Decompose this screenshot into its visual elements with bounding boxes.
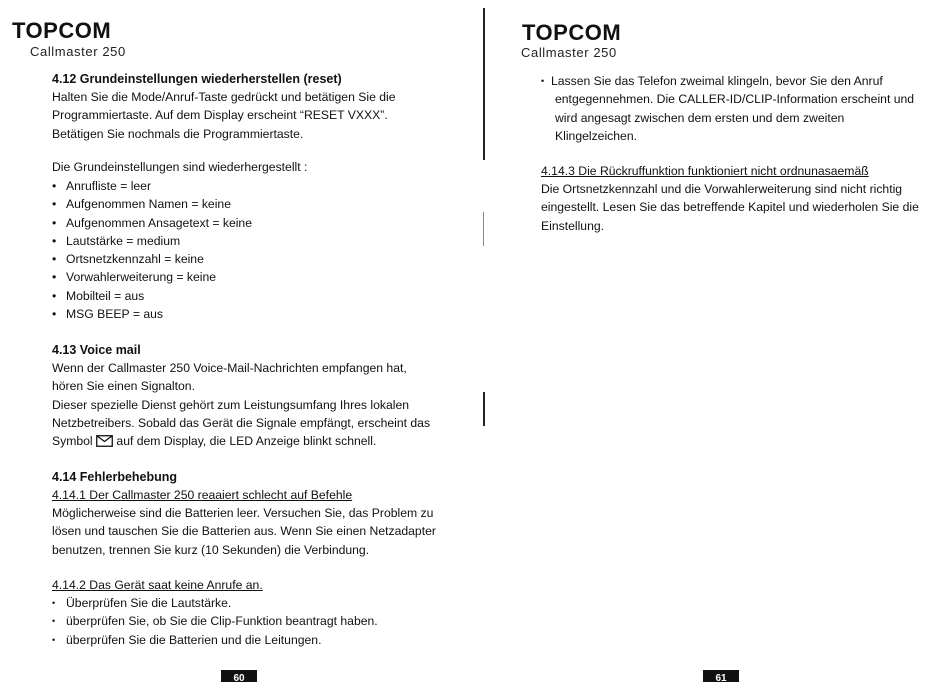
model-name: Callmaster 250 <box>521 45 617 60</box>
right-page <box>495 0 935 692</box>
reset-defaults-list <box>52 177 252 323</box>
paragraph-line: entgegennehmen. Die CALLER-ID/CLIP-Information erscheint und <box>555 92 915 107</box>
list-item: • Anrufliste = leer <box>52 177 252 195</box>
gutter-line <box>483 392 485 426</box>
gutter-line <box>483 212 484 246</box>
paragraph-line: lösen und tauschen Sie die Batterien aus. Wenn Sie einen Netzadapter <box>52 524 436 539</box>
paragraph-line: eingestellt. Lesen Sie das betreffende Kapitel und wiederholen Sie die <box>541 200 919 215</box>
paragraph-line: Wenn der Callmaster 250 Voice-Mail-Nachrichten empfangen hat, <box>52 361 407 375</box>
left-page <box>0 0 470 692</box>
list-item: • Lautstärke = medium <box>52 232 252 250</box>
paragraph-line <box>52 432 430 450</box>
paragraph-line: Betätigen Sie nochmals die Programmiertaste. <box>52 126 304 141</box>
section-4-12-heading: 4.12 Grundeinstellungen wiederherstellen (reset) <box>52 72 342 86</box>
list-item: • Überprüfen Sie die Lautstärke. <box>52 594 378 612</box>
model-name: Callmaster 250 <box>30 44 126 59</box>
paragraph-line: benutzen, trennen Sie kurz (10 Sekunden) die Verbindung. <box>52 542 370 557</box>
section-4-14-3-title: 4.14.3 Die Rückruffunktion funktioniert nicht ordnunasaemäß <box>541 164 869 178</box>
section-4-14-1-title: 4.14.1 Der Callmaster 250 reaaiert schlecht auf Befehle <box>52 488 353 502</box>
list-item: • Aufgenommen Ansagetext = keine <box>52 214 252 232</box>
section-4-14-2-title: 4.14.2 Das Gerät saat keine Anrufe an. <box>52 578 263 592</box>
section-4-14-3-body <box>541 180 919 235</box>
paragraph-line: Halten Sie die Mode/Anruf-Taste gedrückt und betätigen Sie die <box>52 90 396 104</box>
symbol-label: Symbol <box>52 434 93 449</box>
section-4-14-1-body <box>52 504 436 559</box>
paragraph-line: Die Ortsnetzkennzahl und die Vorwahlerweiterung sind nicht richtig <box>541 182 903 196</box>
paragraph-line: Dieser spezielle Dienst gehört zum Leistungsumfang Ihres lokalen <box>52 397 410 412</box>
list-item: • überprüfen Sie die Batterien und die Leitungen. <box>52 631 378 649</box>
page-number: 61 <box>703 670 739 682</box>
page-number: 60 <box>221 670 257 682</box>
paragraph-line: Möglicherweise sind die Batterien leer. Versuchen Sie, das Problem zu <box>52 506 434 520</box>
paragraph-line: wird angesagt zwischen dem ersten und dem zweiten <box>555 110 845 125</box>
paragraph-line: Einstellung. <box>541 218 605 233</box>
section-4-12-paragraph <box>52 88 396 143</box>
brand-logo: TOPCOM <box>522 20 622 45</box>
section-4-13-heading: 4.13 Voice mail <box>52 343 141 357</box>
list-item <box>541 72 914 90</box>
brand-logo: TOPCOM <box>12 18 112 43</box>
reset-intro: Die Grundeinstellungen sind wiederhergestellt : <box>52 160 308 174</box>
paragraph-line: Programmiertaste. Auf dem Display erscheint “RESET VXXX”. <box>52 108 388 123</box>
section-4-14-2-list <box>52 594 378 649</box>
symbol-description: auf dem Display, die LED Anzeige blinkt schnell. <box>116 434 377 449</box>
bullet-mark: • <box>541 76 545 86</box>
list-item: • überprüfen Sie, ob Sie die Clip-Funktion beantragt haben. <box>52 612 378 630</box>
list-item: • Mobilteil = aus <box>52 287 252 305</box>
envelope-icon <box>96 435 113 447</box>
list-item: • Aufgenommen Namen = keine <box>52 195 252 213</box>
section-4-14-heading: 4.14 Fehlerbehebung <box>52 470 178 484</box>
list-item: • MSG BEEP = aus <box>52 305 252 323</box>
list-item: • Vorwahlerweiterung = keine <box>52 268 252 286</box>
gutter-line <box>483 8 485 160</box>
paragraph-line: Lassen Sie das Telefon zweimal klingeln, bevor Sie den Anruf <box>551 74 883 88</box>
right-bullet-paragraph <box>541 72 914 145</box>
paragraph-line: hören Sie einen Signalton. <box>52 379 195 394</box>
paragraph-line: Klingelzeichen. <box>555 128 637 143</box>
section-4-13-body <box>52 359 430 450</box>
list-item: • Ortsnetzkennzahl = keine <box>52 250 252 268</box>
paragraph-line: Netzbetreibers. Sobald das Gerät die Signale empfängt, erscheint das <box>52 415 431 430</box>
